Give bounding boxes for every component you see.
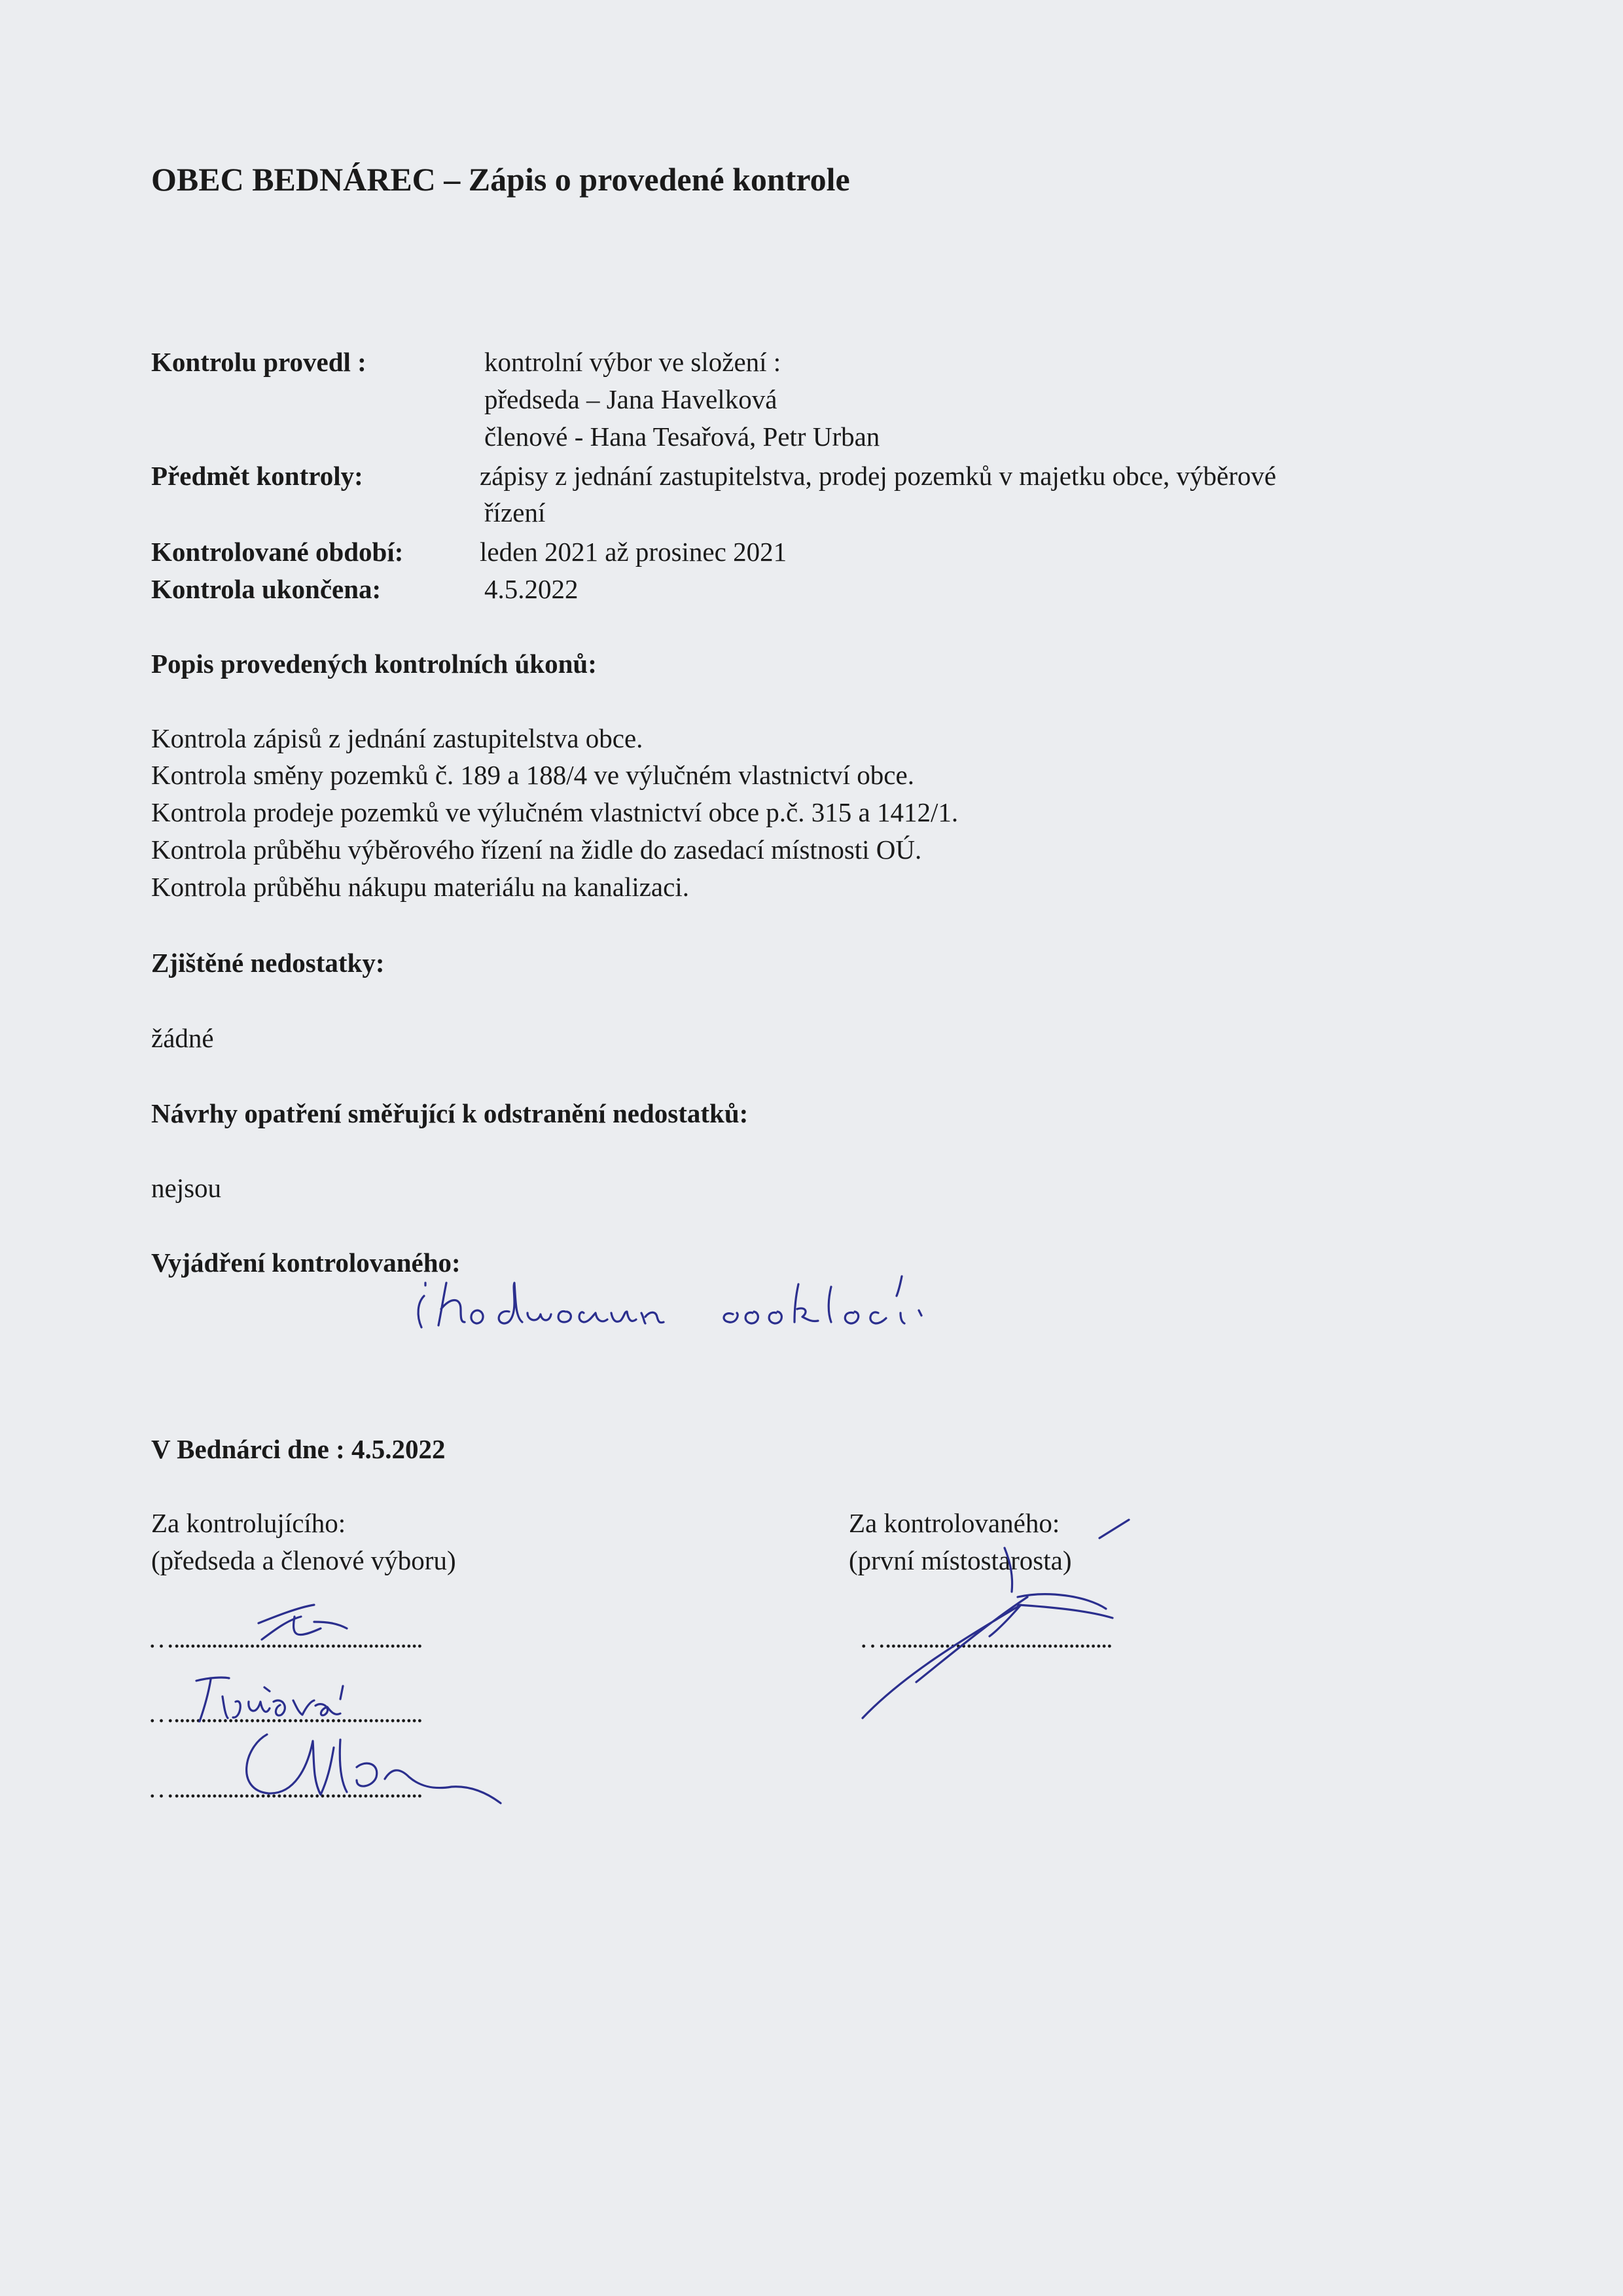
finished-label: Kontrola ukončena: (151, 574, 382, 604)
controller-sublabel: (předseda a členové výboru) (151, 1545, 456, 1575)
controlled-label: Za kontrolovaného: (849, 1508, 1060, 1538)
period-value: leden 2021 až prosinec 2021 (480, 537, 787, 567)
deficiencies-heading: Zjištěné nedostatky: (151, 948, 385, 978)
action-item: Kontrola směny pozemků č. 189 a 188/4 ve výlučném vlastnictví obce. (151, 760, 914, 790)
measures-value: nejsou (151, 1173, 222, 1203)
measures-heading: Návrhy opatření směřující k odstranění nedostatků: (151, 1098, 749, 1128)
subject-line: zápisy z jednání zastupitelstva, prodej pozemků v majetku obce, výběrové (480, 461, 1277, 491)
deficiencies-value: žádné (151, 1023, 214, 1053)
place-date: V Bednárci dne : 4.5.2022 (151, 1434, 446, 1464)
signature-dots: ….............................................. (148, 1773, 422, 1803)
performed-by-line: předseda – Jana Havelková (484, 384, 777, 414)
period-label: Kontrolované období: (151, 537, 404, 567)
performed-by-line: členové - Hana Tesařová, Petr Urban (484, 422, 880, 452)
action-item: Kontrola zápisů z jednání zastupitelstva obce. (151, 723, 643, 753)
controlled-sublabel: (první místostarosta) (849, 1545, 1072, 1575)
page-title: OBEC BEDNÁREC – Zápis o provedené kontrole (151, 161, 850, 198)
action-item: Kontrola průběhu nákupu materiálu na kanalizaci. (151, 872, 689, 902)
action-item: Kontrola prodeje pozemků ve výlučném vlastnictví obce p.č. 315 a 1412/1. (151, 797, 959, 827)
signature-dots: ….............................................. (148, 1623, 422, 1653)
action-item: Kontrola průběhu výběrového řízení na židle do zasedací místnosti OÚ. (151, 834, 922, 865)
performed-by-label: Kontrolu provedl : (151, 347, 366, 377)
statement-heading: Vyjádření kontrolovaného: (151, 1247, 461, 1278)
subject-line: řízení (484, 497, 546, 528)
actions-heading: Popis provedených kontrolních úkonů: (151, 649, 597, 679)
performed-by-line: kontrolní výbor ve složení : (484, 347, 781, 377)
subject-label: Předmět kontroly: (151, 461, 363, 491)
controller-label: Za kontrolujícího: (151, 1508, 346, 1538)
finished-value: 4.5.2022 (484, 574, 579, 604)
signature-dots: ….......................................... (859, 1623, 1112, 1653)
signature-dots: ….............................................. (148, 1698, 422, 1728)
